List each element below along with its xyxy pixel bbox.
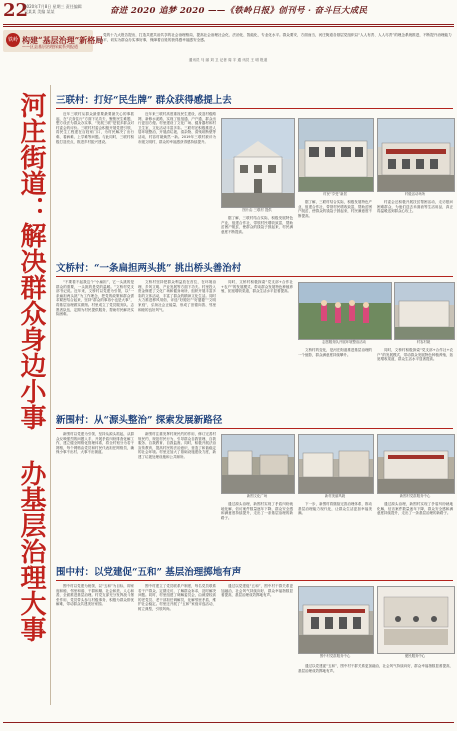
article-column: 近年三联村从群众最需要最要最关心的事抓起，在“衣食住行”方面下足功夫，聚焦民生难题，想方设法为群众办实事，“发展三联”是很多群众对村委会的评价。三联村村委会积极开展党建引领，将民生工程建在百姓家门口，为村民解决了出行难、看病难、上学难等问题。与此同时，三联村积极打造亮点，推进乡村振兴建设。 — [56, 112, 134, 144]
article-column: 据了解，三联村结合实际，积极发展特色产业，组建合作社，带领村民增收致富，帮助贫困户脱贫，使群众的钱袋子鼓起来，村民满意度不断提高。 — [298, 200, 372, 218]
photo-caption: 志愿服务队开展环境整治活动 — [321, 340, 367, 344]
village-photo — [394, 282, 455, 340]
article-column: 文桥村坚持把群众利益放在首位，在环境治理、乡风文明、产业发展等方面下功夫。村里投入资金修建了文化广场和健身场所，组织开展丰富多彩的文体活动，丰富了群众的精神文化生活。同时大力推进移风易俗，评选“好媳妇”“好婆婆”“文明家庭”，弘扬社会正能量，形成了崇德向善、邻里和睦的良好风气。 — [138, 280, 216, 312]
service-center-photo — [377, 434, 455, 494]
photo-caption: 图片由 三联村 提供 — [242, 208, 272, 212]
byline: 通讯员 马 丽 刘 卫 记者 周 宇 通 讯员 王 明 报道 — [188, 58, 268, 62]
article-column: 文桥村的变化，是河庄街道推进基层治理的一个缩影，群众满意度持续攀升。 — [298, 348, 372, 357]
section-title-wenqiao — [56, 262, 453, 277]
article-column: 通过以党建促“五和”，围中村干群关系更加融洽，社会风气持续向好，群众幸福指数显著提高，基层治理成效掷地有声。 — [298, 664, 453, 673]
column-title: 构建“基层治理”新格局 — [22, 35, 104, 45]
photo-caption: 便民服务中心 — [404, 654, 426, 658]
footer-rule — [3, 722, 454, 723]
article-column: 下一步，新围村将继续完善治理体系，推动基层治理能力现代化，让群众生活更加幸福美满。 — [298, 502, 372, 516]
photo-caption: 新村美丽风貌 — [324, 494, 346, 498]
header-rule — [3, 24, 454, 25]
service-photo — [377, 586, 455, 654]
photo-caption: 围中村党群服务中心 — [319, 654, 351, 658]
street-photo — [298, 434, 374, 494]
page-number: 22 — [3, 0, 29, 21]
article-column: 通过以党建促“五和”，围中村干群关系更加融洽，社会风气持续向好，群众幸福指数显著提高，基层治理成效掷地有声。 — [221, 584, 293, 598]
article-column: 围中村建立了党员联系户制度，每名党员联系若干户群众，定期走访，了解群众诉求，及时解决问题。同时，村里组建了调解委员会，由威望较高的老党员、老干部担任调解员，化解邻里矛盾，维护社会稳定。村里还开展了“五和”家庭评选活动，树立典型，引领风尚。 — [138, 584, 216, 611]
building-photo — [221, 118, 295, 208]
intro-paragraph: 党的十九大报告提出，打造共建共治共享的社会治理格局，提高社会治理社会化、法治化、智能化、专业化水平。群众要安，方面而当，河庄街道各基层党组织以“人人有责、人人尽责”的理念系统推进，不断提升治理能力和水平，切实为群众办实事好事，保障着百姓的获得感幸福感安全感。 — [96, 33, 452, 42]
article-column: 同时，文桥村积极探索“党支部+合作社+农户”的发展模式，带动群众发展特色种植养殖，拓宽增收渠道，群众生活水平显著提高。 — [221, 280, 293, 294]
weizhong-hall-photo — [298, 586, 374, 654]
column-seal-icon: 铁岭 — [6, 33, 20, 47]
article-column: 村委会还积极开展扶贫帮困活动，走访慰问困难群众，为他们送去米面油等生活用品，真正将温暖送到群众心坎上。 — [377, 200, 453, 214]
article-column: 通过源头治理，新围村实现了矛盾纠纷就地化解，信访案件数量逐年下降，群众安全感和满意度持续提升，走出了一条基层治理的新路子。 — [377, 502, 453, 516]
section-title-text: 新围村：从“源头整治” 探索发展新路径 — [56, 415, 223, 426]
volunteers-photo — [298, 282, 392, 340]
header-slogan: 奋进 2020 追梦 2020 ——《铁岭日报》创刊号 · 奋斗巨大成民 — [110, 6, 368, 16]
section-title-weizhong — [56, 566, 453, 581]
article-column: 新围村注重发挥村规民约的作用，修订完善村规民约，规范村民行为，引导群众自我管理、自我服务、自我教育、自我监督。同时，积极开展法治宣传教育，提高村民的法治意识，营造了和谐稳定的社会环境。村里还加大了基础设施建设力度，新建了垃圾处理设施和公共厕所。 — [138, 432, 216, 459]
square-photo — [221, 434, 295, 494]
photo-caption: 村容村貌 — [416, 340, 431, 344]
section-title-text: 文桥村：“一条扁担两头挑” 挑出桥头善治村 — [56, 263, 242, 274]
photo-caption: 村级活动场所 — [404, 192, 426, 196]
section-title-xinwei — [56, 414, 453, 429]
photo-caption: 村民“享受”新居 — [323, 192, 347, 196]
section-title-text: 三联村：打好“民生牌” 群众获得感提上去 — [56, 95, 232, 106]
article-column: 同时，文桥村积极探索“党支部+合作社+农户”的发展模式，带动群众发展特色种植养殖，拓宽增收渠道，群众生活水平显著提高。 — [377, 348, 453, 362]
hall-photo — [377, 118, 455, 192]
article-column: 新围村以党建为引领，坚持从源头抓起，从群众反映强烈的问题入手，开展矛盾纠纷排查化解工作，建立健全网格化管理体系，将全村划分为若干网格，每个网格由党员和村民代表担任网格员，确保小事不出村、大事不出街道。 — [56, 432, 134, 455]
article-column: 通过源头治理，新围村实现了矛盾纠纷就地化解，信访案件数量逐年下降，群众安全感和满意度持续提升，走出了一条基层治理的新路子。 — [221, 502, 293, 520]
article-column: 近年来三联村高度重视民生建设，改造村级路网，新修水泥路，实现了组组通、户户通，群众出行更加方便。村里建设了文化广场、健身器材和村卫生室，文化活动丰富多彩。三联村还积极推进人居环境整治，开展清垃圾、清杂物、清残垣断壁等活动，村容村貌焕然一新。2019年三联村被评为市级文明村，群众的幸福感获得感持续提升。 — [138, 112, 216, 144]
photo-caption: 新围文化广场 — [246, 494, 268, 498]
header-rule — [3, 26, 454, 27]
house-photo — [298, 118, 374, 192]
photo-caption: 新围村党群服务中心 — [399, 494, 431, 498]
date-line: 2020年7月8日 星期三 责任编辑 吴某某 美编 某某 — [24, 4, 82, 14]
article-column: 围中村以党建为统领，以“五和”为目标，即家庭和睦、邻里和谐、干群和顺、社会和美、人心和善，全面推进基层治理。村党支部充分发挥战斗堡垒作用，党员带头参与村级事务，积极为群众排忧解难，带动群众共建美好家园。 — [56, 584, 134, 607]
article-column: 据了解，三联村结合实际，积极发展特色产业，组建合作社，带领村民增收致富，帮助贫困户脱贫，使群众的钱袋子鼓起来，村民满意度不断提高。 — [221, 216, 293, 234]
vertical-headline: 河庄街道：解决群众身边小事 办基层治理大事 — [16, 92, 46, 642]
section-title-text: 围中村：以党建促“五和” 基层治理掷地有声 — [56, 567, 242, 578]
article-column: “不要看不起我这个“小扁担”，它一头挑的是群众的需要，一头挑的是党的温暖。”文桥村党支部书记说。近年来，文桥村以党建为引领，以“一条扁担两头挑”为工作理念，把党的政策和群众需求紧密结合起来，坚持“群众的事再小也是大事”，将基层治理做实做细。村里成立了党员服务队、志愿者队伍，定期为村民提供服务，帮助村民解决实际困难。 — [56, 280, 134, 317]
divider — [50, 85, 51, 705]
column-subtitle: ——区县基层治理探索系列报道 — [22, 44, 78, 49]
section-title-sanlian — [56, 94, 453, 109]
